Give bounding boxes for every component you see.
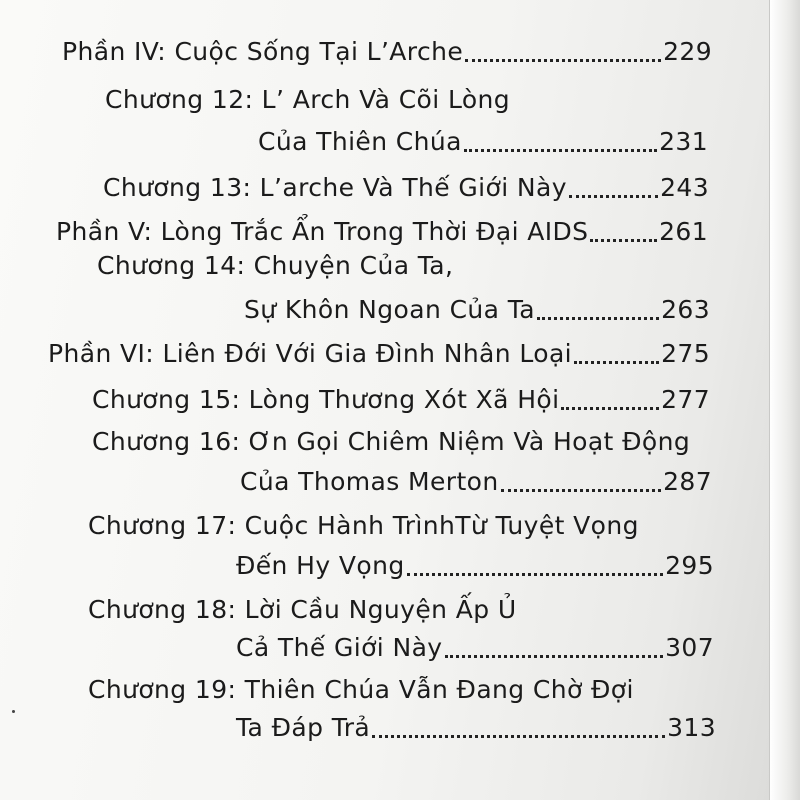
toc-page-number: 313 (667, 713, 716, 742)
toc-page-number: 295 (665, 551, 714, 580)
toc-entry-part-5 (56, 216, 708, 248)
toc-entry-chapter-15 (92, 384, 710, 416)
leader-dots (465, 59, 661, 62)
toc-entry-title: Chương 17: Cuộc Hành TrìnhTừ Tuyệt Vọng (88, 511, 639, 540)
toc-entry-title: Chương 19: Thiên Chúa Vẫn Đang Chờ Đợi (88, 675, 634, 704)
toc-entry-title: Phần V: Lòng Trắc Ẩn Trong Thời Đại AIDS (56, 217, 589, 246)
toc-page-number: 277 (661, 385, 710, 414)
toc-entry-part-4 (62, 36, 712, 68)
leader-dots (569, 195, 658, 198)
toc-entry-title: Phần VI: Liên Đới Với Gia Đình Nhân Loại (48, 339, 573, 368)
toc-page-number: 229 (663, 37, 712, 66)
leader-dots (501, 489, 661, 492)
leader-dots (574, 361, 659, 364)
toc-entry-title: Chương 12: L’ Arch Và Cõi Lòng (105, 85, 511, 114)
toc-entry-title-cont: Ta Đáp Trả (236, 713, 371, 742)
toc-entry-part-6 (48, 338, 710, 370)
toc-entry-chapter-19 (236, 712, 716, 744)
toc-entry-title: Chương 13: L’arche Và Thế Giới Này (103, 173, 567, 202)
toc-entry-chapter-13 (103, 172, 709, 204)
leader-dots (464, 149, 657, 152)
toc-entry-chapter-17 (236, 550, 714, 582)
toc-page-number: 287 (663, 467, 712, 496)
toc-page-number: 263 (661, 295, 710, 324)
leader-dots (445, 655, 664, 658)
toc-page-number: 261 (659, 217, 708, 246)
toc-entry-title: Chương 15: Lòng Thương Xót Xã Hội (92, 385, 560, 414)
toc-entry-title: Chương 16: Ơn Gọi Chiêm Niệm Và Hoạt Động (92, 427, 691, 456)
toc-page-number: 275 (661, 339, 710, 368)
leader-dots (407, 573, 663, 576)
toc-entry-title-cont: Sự Khôn Ngoan Của Ta (244, 295, 535, 324)
toc-page-number: 231 (659, 127, 708, 156)
leader-dots (537, 317, 659, 320)
toc-entry-title: Chương 18: Lời Cầu Nguyện Ấp Ủ (88, 595, 517, 624)
toc-entry-title-cont: Của Thomas Merton (240, 467, 499, 496)
ink-speck (12, 710, 15, 713)
toc-page-number: 307 (665, 633, 714, 662)
toc-page-number: 243 (660, 173, 709, 202)
leader-dots (372, 735, 665, 738)
leader-dots (561, 407, 659, 410)
toc-entry-title: Phần IV: Cuộc Sống Tại L’Arche (62, 37, 464, 66)
toc-entry-title: Chương 14: Chuyện Của Ta, (97, 251, 454, 280)
toc-entry-title-cont: Của Thiên Chúa (258, 127, 462, 156)
toc-entry-chapter-14 (244, 294, 710, 326)
toc-entry-chapter-16 (240, 466, 712, 498)
leader-dots (590, 239, 657, 242)
toc-entry-chapter-12 (258, 126, 708, 158)
toc-entry-title-cont: Cả Thế Giới Này (236, 633, 443, 662)
toc-entry-chapter-18 (236, 632, 714, 664)
toc-entry-title-cont: Đến Hy Vọng (236, 551, 405, 580)
